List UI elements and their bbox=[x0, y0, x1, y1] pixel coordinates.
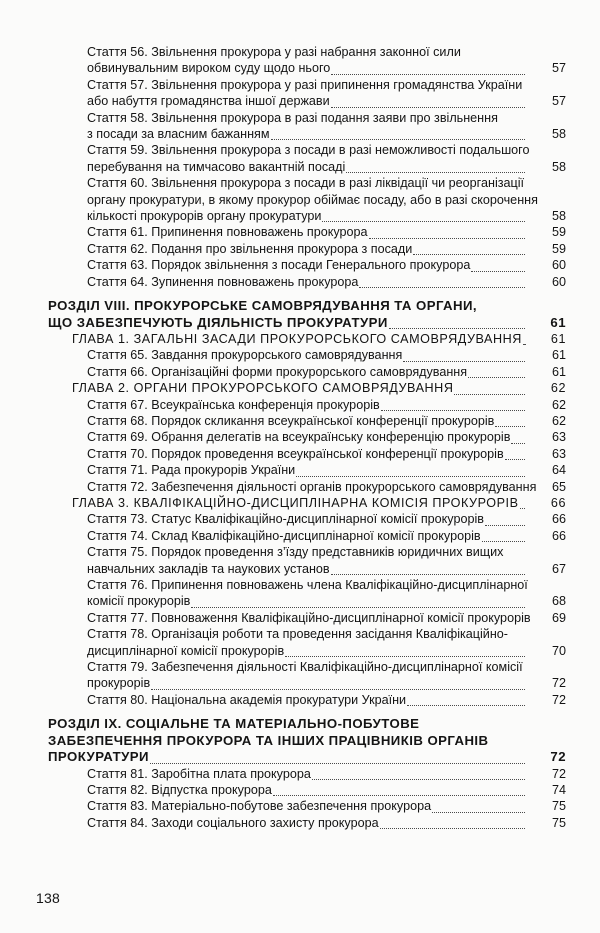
toc-entry-line bbox=[0, 142, 600, 158]
toc-entry-line bbox=[0, 413, 600, 429]
toc-entry-text: Стаття 76. Припинення повноважень члена Кваліфікаційно-дисциплінарної bbox=[87, 578, 528, 592]
toc-page-number: 72 bbox=[551, 692, 566, 707]
toc-entry-text: Стаття 71. Рада прокурорів України bbox=[87, 463, 296, 478]
toc-page-number: 66 bbox=[551, 512, 566, 527]
toc-page-number: 64 bbox=[551, 463, 566, 478]
toc-page-number: 57 bbox=[551, 61, 566, 76]
dot-leader bbox=[346, 172, 525, 173]
dot-leader bbox=[413, 254, 525, 255]
chapter-heading-line bbox=[0, 495, 600, 511]
toc-entry-text: ГЛАВА 1. ЗАГАЛЬНІ ЗАСАДИ ПРОКУРОРСЬКОГО САМОВРЯДУВАННЯ bbox=[72, 332, 522, 346]
toc-entry-text: або набуття громадянства іншої держави bbox=[87, 94, 330, 109]
toc-entry-line bbox=[0, 528, 600, 544]
toc-entry-text: Стаття 63. Порядок звільнення з посади Генерального прокурора bbox=[87, 258, 471, 273]
toc-page-number: 65 bbox=[551, 479, 566, 494]
toc-entry-line bbox=[0, 561, 600, 577]
toc-page-number: 60 bbox=[551, 274, 566, 289]
toc-entry-text: Стаття 56. Звільнення прокурора у разі набрання законної сили bbox=[87, 45, 461, 59]
dot-leader bbox=[359, 287, 525, 288]
toc-entry-text: з посади за власним бажанням bbox=[87, 127, 270, 141]
toc-page-number: 61 bbox=[551, 348, 566, 363]
dot-leader bbox=[407, 705, 525, 706]
toc-entry-line bbox=[0, 60, 600, 76]
toc-entry-text: перебування на тимчасово вакантній посаді bbox=[87, 159, 346, 174]
toc-entry-text: Стаття 70. Порядок проведення всеукраїнської конференції прокурорів bbox=[87, 446, 504, 461]
toc-page-number: 61 bbox=[551, 364, 566, 379]
toc-page-number: 61 bbox=[550, 314, 566, 330]
toc-entry-text: Стаття 72. Забезпечення діяльності органів прокурорського самоврядування bbox=[87, 479, 537, 494]
toc-entry-text: ГЛАВА 2. ОРГАНИ ПРОКУРОРСЬКОГО САМОВРЯДУВАННЯ bbox=[72, 381, 454, 396]
toc-page-number: 75 bbox=[551, 799, 566, 814]
dot-leader bbox=[271, 139, 526, 140]
toc-entry-line bbox=[0, 241, 600, 257]
toc-entry-line bbox=[0, 224, 600, 240]
toc-entry-text: органу прокуратури, в якому прокурор обіймає посаду, або в разі скорочення bbox=[87, 192, 538, 207]
toc-entry-line bbox=[0, 626, 600, 642]
section-heading-line bbox=[0, 298, 600, 314]
toc-page-number: 58 bbox=[551, 159, 566, 174]
dot-leader bbox=[432, 812, 525, 813]
chapter-heading-line bbox=[0, 331, 600, 347]
toc-entry-text: Стаття 65. Завдання прокурорського самоврядування bbox=[87, 348, 403, 363]
dot-leader bbox=[331, 74, 525, 75]
dot-leader bbox=[331, 574, 525, 575]
dot-leader bbox=[191, 607, 525, 608]
toc-page-number: 57 bbox=[551, 94, 566, 109]
toc-page-number: 63 bbox=[551, 446, 566, 461]
toc-page-number: 74 bbox=[551, 783, 566, 797]
toc-entry-text: Стаття 67. Всеукраїнська конференція прокурорів bbox=[87, 397, 380, 412]
toc-entry-line bbox=[0, 397, 600, 413]
toc-entry-text: комісії прокурорів bbox=[87, 594, 191, 609]
toc-page-number: 68 bbox=[551, 594, 566, 609]
dot-leader bbox=[369, 238, 525, 239]
dot-leader bbox=[403, 361, 525, 362]
dot-leader bbox=[520, 508, 525, 509]
toc-entry-line bbox=[0, 692, 600, 708]
section-heading-line bbox=[0, 315, 600, 331]
toc-entry-text: Стаття 78. Організація роботи та проведення засідання Кваліфікаційно- bbox=[87, 627, 508, 642]
toc-entry-text: прокурорів bbox=[87, 676, 151, 691]
dot-leader bbox=[505, 459, 525, 460]
dot-leader bbox=[485, 525, 525, 526]
toc-entry-text: ПРОКУРАТУРИ bbox=[48, 749, 149, 765]
toc-entry-text: Стаття 62. Подання про звільнення прокурора з посади bbox=[87, 241, 413, 256]
toc-entry-line bbox=[0, 511, 600, 527]
toc-entry-line bbox=[0, 175, 600, 191]
toc-page-number: 66 bbox=[550, 496, 566, 510]
toc-page-number: 72 bbox=[551, 676, 566, 691]
dot-leader bbox=[150, 763, 525, 764]
toc-entry-text: РОЗДІЛ IX. СОЦІАЛЬНЕ ТА МАТЕРІАЛЬНО-ПОБУТОВЕ bbox=[48, 716, 420, 732]
toc-entry-line bbox=[0, 798, 600, 814]
toc-entry-text: дисциплінарної комісії прокурорів bbox=[87, 643, 285, 658]
dot-leader bbox=[482, 541, 525, 542]
toc-entry-text: Стаття 75. Порядок проведення з’їзду представників юридичних вищих bbox=[87, 545, 504, 560]
dot-leader bbox=[381, 410, 525, 411]
toc-entry-line bbox=[0, 675, 600, 691]
toc-entry-line bbox=[0, 274, 600, 290]
toc-page-number: 59 bbox=[551, 241, 566, 256]
chapter-heading-line bbox=[0, 380, 600, 396]
toc-entry-line bbox=[0, 462, 600, 478]
section-heading-line bbox=[0, 749, 600, 765]
dot-leader bbox=[389, 328, 525, 329]
toc-entry-text: ЩО ЗАБЕЗПЕЧУЮТЬ ДІЯЛЬНІСТЬ ПРОКУРАТУРИ bbox=[48, 314, 388, 330]
toc-page-number: 62 bbox=[551, 414, 566, 428]
toc-entry-line bbox=[0, 93, 600, 109]
dot-leader bbox=[468, 377, 525, 378]
toc-entry-line bbox=[0, 766, 600, 782]
toc-page-number: 60 bbox=[551, 258, 566, 273]
toc-entry-line bbox=[0, 364, 600, 380]
dot-leader bbox=[285, 656, 525, 657]
toc-entry-text: Стаття 81. Заробітна плата прокурора bbox=[87, 766, 311, 781]
toc-entry-line bbox=[0, 643, 600, 659]
section-heading-line bbox=[0, 716, 600, 732]
toc-entry-line bbox=[0, 593, 600, 609]
toc-entry-text: Стаття 84. Заходи соціального захисту прокурора bbox=[87, 815, 379, 830]
toc-entry-line bbox=[0, 77, 600, 93]
dot-leader bbox=[495, 426, 525, 427]
toc-entry-line bbox=[0, 208, 600, 224]
dot-leader bbox=[331, 107, 525, 108]
toc-entry-text: ЗАБЕЗПЕЧЕННЯ ПРОКУРОРА ТА ІНШИХ ПРАЦІВНИКІВ ОРГАНІВ bbox=[48, 732, 489, 748]
toc-page-number: 61 bbox=[550, 332, 566, 346]
toc-entry-text: навчальних закладів та наукових установ bbox=[87, 561, 330, 576]
page-number: 138 bbox=[36, 890, 60, 906]
toc-page-number: 67 bbox=[551, 561, 566, 576]
toc-page-number: 69 bbox=[551, 610, 566, 625]
toc-page-number: 75 bbox=[551, 815, 566, 830]
toc-entry-line bbox=[0, 659, 600, 675]
toc-entry-line bbox=[0, 446, 600, 462]
toc-entry-text: Стаття 68. Порядок скликання всеукраїнської конференції прокурорів bbox=[87, 414, 495, 428]
toc-page-number: 72 bbox=[550, 749, 566, 765]
toc-page-number: 72 bbox=[551, 766, 566, 781]
toc-page-number: 59 bbox=[551, 225, 566, 240]
toc-entry-text: Стаття 79. Забезпечення діяльності Кваліфікаційно-дисциплінарної комісії bbox=[87, 660, 523, 674]
toc-entry-line bbox=[0, 479, 600, 495]
toc-page-number: 63 bbox=[551, 430, 566, 445]
toc-entry-line bbox=[0, 126, 600, 142]
toc-page-number: 58 bbox=[551, 127, 566, 141]
toc-entry-text: РОЗДІЛ VIII. ПРОКУРОРСЬКЕ САМОВРЯДУВАННЯ ТА ОРГАНИ, bbox=[48, 298, 478, 314]
toc-entry-text: кількості прокурорів органу прокуратури bbox=[87, 209, 322, 223]
dot-leader bbox=[322, 221, 525, 222]
toc-entry-text: Стаття 58. Звільнення прокурора в разі подання заяви про звільнення bbox=[87, 110, 498, 125]
toc-entry-text: Стаття 66. Організаційні форми прокурорського самоврядування bbox=[87, 364, 468, 379]
toc-entry-text: Стаття 74. Склад Кваліфікаційно-дисциплінарної комісії прокурорів bbox=[87, 528, 481, 543]
toc-page-number: 62 bbox=[550, 381, 566, 396]
toc-entry-text: Стаття 60. Звільнення прокурора з посади в разі ліквідації чи реорганізації bbox=[87, 176, 525, 191]
dot-leader bbox=[273, 795, 525, 796]
dot-leader bbox=[454, 394, 525, 395]
toc-entry-line bbox=[0, 577, 600, 593]
toc-entry-text: обвинувальним вироком суду щодо нього bbox=[87, 61, 331, 76]
toc-entry-line bbox=[0, 257, 600, 273]
toc-entry-line bbox=[0, 610, 600, 626]
dot-leader bbox=[380, 828, 525, 829]
dot-leader bbox=[312, 779, 525, 780]
toc-entry-line bbox=[0, 782, 600, 798]
toc-entry-text: Стаття 77. Повноваження Кваліфікаційно-дисциплінарної комісії прокурорів bbox=[87, 610, 531, 625]
toc-entry-text: Стаття 57. Звільнення прокурора у разі припинення громадянства України bbox=[87, 77, 523, 92]
dot-leader bbox=[471, 271, 525, 272]
toc-entry-line bbox=[0, 192, 600, 208]
dot-leader bbox=[151, 689, 525, 690]
toc-page-number: 66 bbox=[551, 528, 566, 543]
toc-entry-line bbox=[0, 815, 600, 831]
toc-entry-line bbox=[0, 44, 600, 60]
toc-entry-text: Стаття 69. Обрання делегатів на всеукраїнську конференцію прокурорів bbox=[87, 430, 511, 445]
toc-entry-line bbox=[0, 544, 600, 560]
toc-entry-text: Стаття 64. Зупинення повноважень прокурора bbox=[87, 274, 359, 289]
toc-entry-text: Стаття 80. Національна академія прокуратури України bbox=[87, 692, 407, 707]
toc-page-number: 70 bbox=[551, 643, 566, 658]
toc-page-number: 62 bbox=[551, 397, 566, 412]
toc-entry-text: Стаття 73. Статус Кваліфікаційно-дисциплінарної комісії прокурорів bbox=[87, 512, 484, 527]
dot-leader bbox=[511, 443, 525, 444]
toc-entry-text: Стаття 83. Матеріально-побутове забезпечення прокурора bbox=[87, 799, 432, 814]
toc-entry-line bbox=[0, 159, 600, 175]
toc-entry-text: Стаття 82. Відпустка прокурора bbox=[87, 783, 272, 797]
toc-entry-line bbox=[0, 347, 600, 363]
toc-entry-line bbox=[0, 429, 600, 445]
section-heading-line bbox=[0, 733, 600, 749]
toc-entry-text: Стаття 61. Припинення повноважень прокурора bbox=[87, 225, 368, 240]
dot-leader bbox=[523, 344, 525, 345]
toc-entry-text: ГЛАВА 3. КВАЛІФІКАЦІЙНО-ДИСЦИПЛІНАРНА КОМІСІЯ ПРОКУРОРІВ bbox=[72, 496, 519, 510]
dot-leader bbox=[296, 476, 525, 477]
toc-entry-text: Стаття 59. Звільнення прокурора з посади в разі неможливості подальшого bbox=[87, 143, 530, 158]
toc-page-number: 58 bbox=[551, 209, 566, 223]
toc-entry-line bbox=[0, 110, 600, 126]
